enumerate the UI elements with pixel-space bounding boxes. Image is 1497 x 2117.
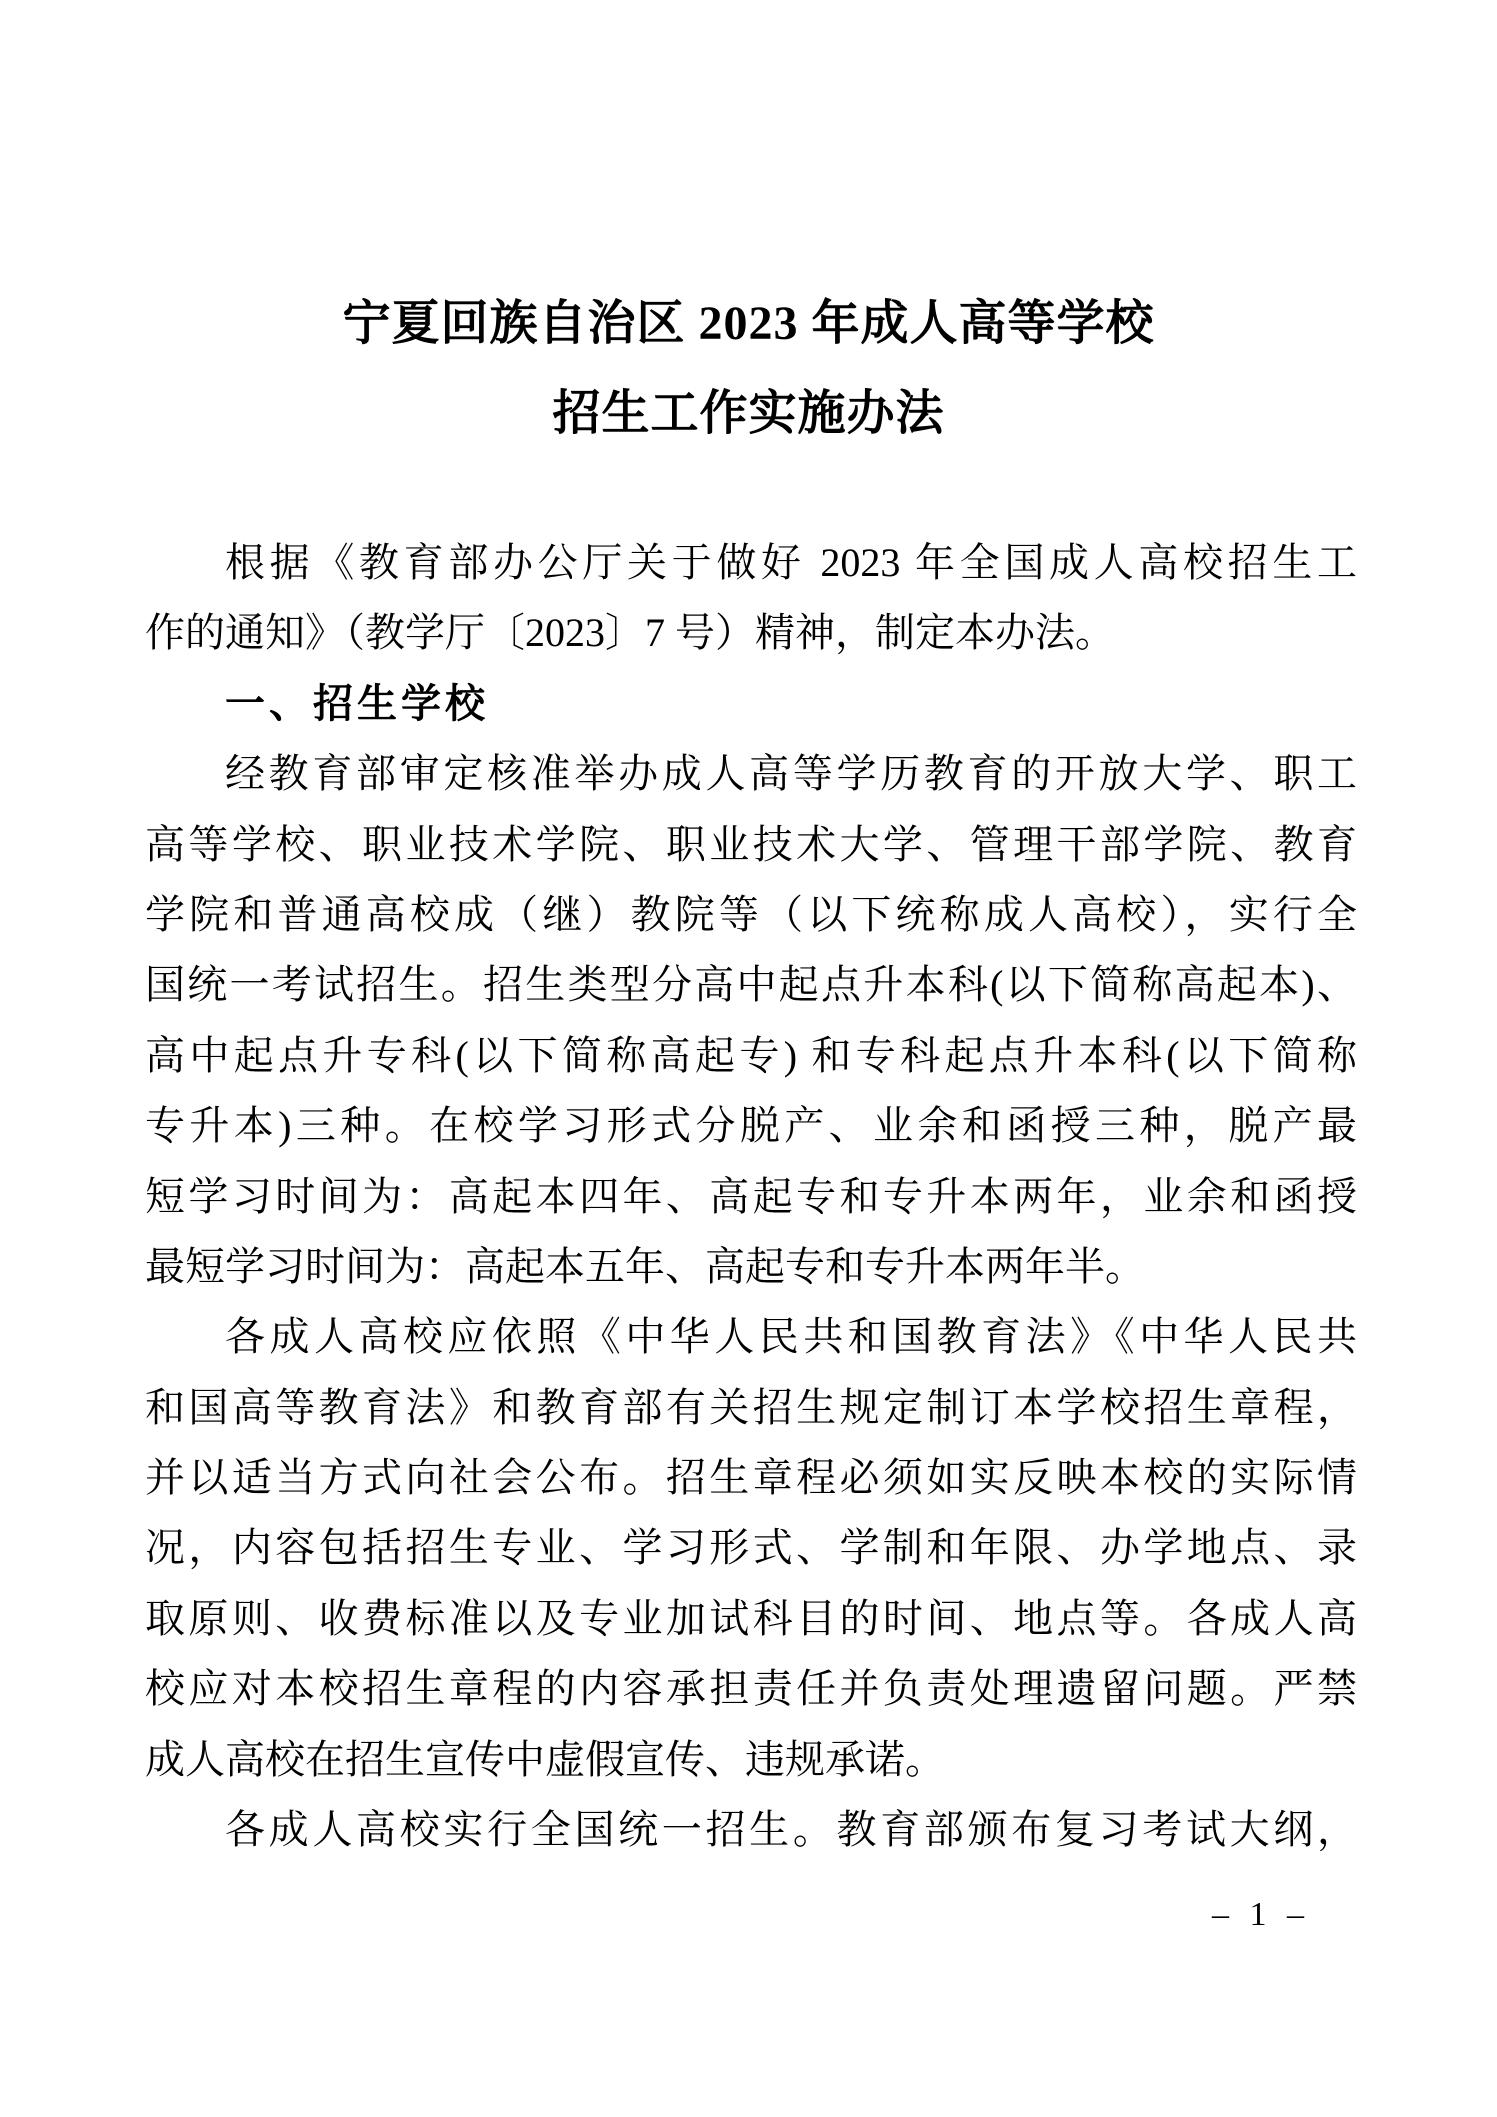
text-line: 各成人高校应依照《中华人民共和国教育法》《中华人民共 — [225, 1314, 1357, 1360]
text-line: 学院和普通高校成（继）教院等（以下统称成人高校），实行全 — [145, 891, 1357, 937]
text-line: 各成人高校实行全国统一招生。教育部颁布复习考试大纲， — [225, 1807, 1357, 1853]
section-heading: 一、招生学校 — [225, 681, 489, 726]
text-line: 并以适当方式向社会公布。招生章程必须如实反映本校的实际情 — [145, 1455, 1357, 1501]
text-line: 最短学习时间为：高起本五年、高起专和专升本两年半。 — [145, 1243, 1145, 1289]
text-line: 国统一考试招生。招生类型分高中起点升本科(以下简称高起本)、 — [145, 962, 1357, 1008]
text-line: 短学习时间为：高起本四年、高起专和专升本两年，业余和函授 — [145, 1173, 1357, 1219]
text-line: 经教育部审定核准举办成人高等学历教育的开放大学、职工 — [225, 751, 1357, 797]
document-title-line1: 宁夏回族自治区 2023 年成人高等学校 — [342, 297, 1155, 350]
text-line: 校应对本校招生章程的内容承担责任并负责处理遗留问题。严禁 — [145, 1666, 1357, 1712]
document-title-line2: 招生工作实施办法 — [552, 387, 945, 440]
page-number: – 1 – — [1212, 1896, 1310, 1933]
text-line: 况，内容包括招生专业、学习形式、学制和年限、办学地点、录 — [145, 1525, 1357, 1571]
document-title — [0, 279, 1497, 459]
text-line: 作的通知》（教学厅〔2023〕7 号）精神，制定本办法。 — [145, 610, 1115, 656]
text-line: 和国高等教育法》和教育部有关招生规定制订本学校招生章程， — [145, 1384, 1357, 1430]
text-line: 取原则、收费标准以及专业加试科目的时间、地点等。各成人高 — [145, 1595, 1357, 1641]
text-line: 高等学校、职业技术学院、职业技术大学、管理干部学院、教育 — [145, 821, 1357, 867]
text-line: 专升本)三种。在校学习形式分脱产、业余和函授三种，脱产最 — [145, 1103, 1357, 1149]
text-line: 成人高校在招生宣传中虚假宣传、违规承诺。 — [145, 1736, 945, 1782]
text-line: 根据《教育部办公厅关于做好 2023 年全国成人高校招生工 — [225, 540, 1357, 585]
document-body — [145, 528, 1357, 1865]
text-line: 高中起点升专科(以下简称高起专) 和专科起点升本科(以下简称 — [145, 1032, 1357, 1078]
